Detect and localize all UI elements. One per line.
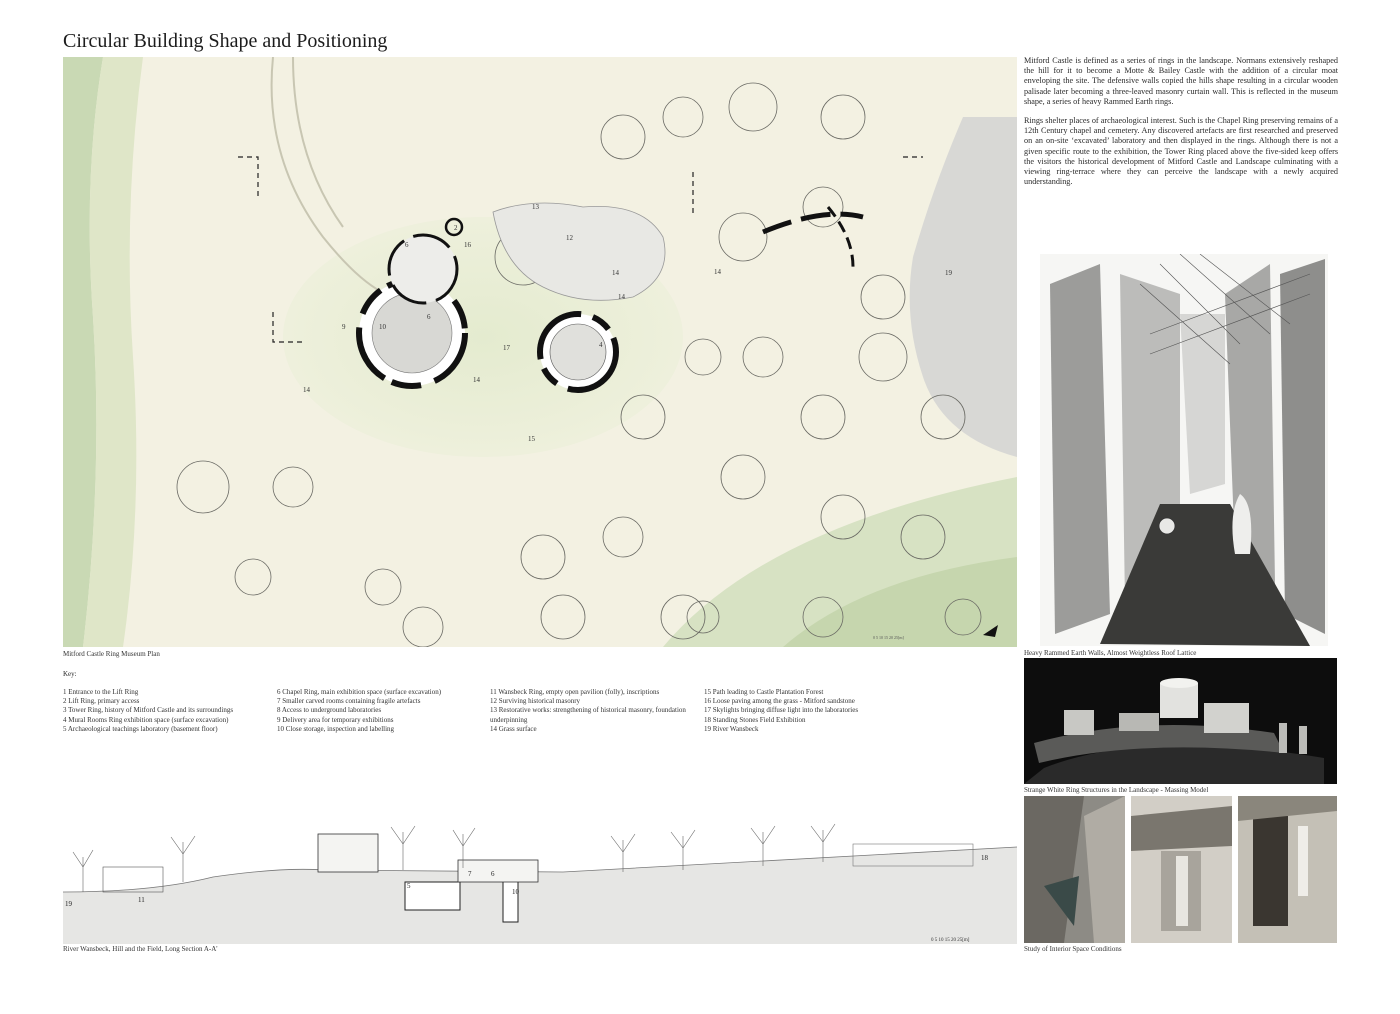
interior-study-1-image <box>1024 796 1125 943</box>
svg-text:18: 18 <box>981 854 988 862</box>
description <box>1024 56 1338 196</box>
key-item: 17 Skylights bringing diffuse light into the laboratories <box>704 706 859 715</box>
site-plan-drawing <box>63 57 1017 647</box>
river-wansbeck <box>910 117 1017 457</box>
key-column-4 <box>704 688 909 734</box>
key-item: 18 Standing Stones Field Exhibition <box>704 715 806 724</box>
svg-text:7: 7 <box>468 870 472 878</box>
massing-model-image <box>1024 658 1337 784</box>
long-section <box>63 822 1017 944</box>
description-paragraph-1: Mitford Castle is defined as a series of rings in the landscape. Normans extensively reshaped the hill for it to become a Motte & Bailey Castle with the addition of a circular moat enveloping the site. The defensive walls copied the hills shape resulting in a circular wooden palisade later becoming a three-leaved masonry curtain wall. This is reflected in the museum shape, a series of heavy Rammed Earth rings. <box>1024 56 1338 106</box>
key-item: 10 Close storage, inspection and labelling <box>277 724 395 733</box>
svg-text:5: 5 <box>407 882 411 890</box>
key-item: 12 Surviving historical masonry <box>490 697 581 706</box>
svg-text:13: 13 <box>532 203 539 211</box>
interior-study-2-image <box>1131 796 1232 943</box>
section-caption: River Wansbeck, Hill and the Field, Long Section A-A' <box>63 945 218 953</box>
svg-text:14: 14 <box>618 293 625 301</box>
svg-text:10: 10 <box>379 323 386 331</box>
key-column-3 <box>490 688 700 734</box>
svg-text:17: 17 <box>503 344 510 352</box>
svg-text:6: 6 <box>405 241 409 249</box>
section-scale: 0 5 10 15 20 25[m] <box>931 938 970 943</box>
page-title: Circular Building Shape and Positioning <box>63 30 388 52</box>
key-item: 15 Path leading to Castle Plantation Forest <box>704 688 824 696</box>
svg-text:11: 11 <box>138 896 145 904</box>
key-item: 11 Wansbeck Ring, empty open pavilion (folly), inscriptions <box>490 688 660 696</box>
interior-sketch-image <box>1040 254 1328 646</box>
svg-text:19: 19 <box>945 269 952 277</box>
model-caption: Strange White Ring Structures in the Landscape - Massing Model <box>1024 786 1209 794</box>
key-title: Key: <box>63 670 77 678</box>
svg-text:6: 6 <box>427 313 431 321</box>
svg-text:2: 2 <box>454 224 458 232</box>
key-item: 1 Entrance to the Lift Ring <box>63 688 139 696</box>
svg-text:12: 12 <box>566 234 573 242</box>
svg-text:9: 9 <box>342 323 346 331</box>
svg-text:15: 15 <box>528 435 535 443</box>
key-item: 19 River Wansbeck <box>704 724 759 733</box>
site-plan <box>63 57 1017 647</box>
section-drawing <box>63 822 1017 944</box>
svg-text:19: 19 <box>65 900 72 908</box>
svg-text:10: 10 <box>512 888 519 896</box>
key-item: 2 Lift Ring, primary access <box>63 697 140 706</box>
plan-caption: Mitford Castle Ring Museum Plan <box>63 650 160 658</box>
key-item: 5 Archaeological teachings laboratory (basement floor) <box>63 724 218 733</box>
sketch-caption: Heavy Rammed Earth Walls, Almost Weightless Roof Lattice <box>1024 649 1197 657</box>
key-item: 9 Delivery area for temporary exhibitions <box>277 715 394 724</box>
svg-text:6: 6 <box>491 870 495 878</box>
interior-caption: Study of Interior Space Conditions <box>1024 945 1122 953</box>
svg-text:14: 14 <box>303 386 310 394</box>
key-item: 6 Chapel Ring, main exhibition space (surface excavation) <box>277 688 442 696</box>
sketch-drawing <box>1040 254 1328 646</box>
key-column-1 <box>63 688 268 734</box>
key-column-2 <box>277 688 482 734</box>
svg-text:14: 14 <box>612 269 619 277</box>
key-item: 4 Mural Rooms Ring exhibition space (surface excavation) <box>63 715 229 724</box>
svg-text:14: 14 <box>714 268 721 276</box>
key-item: 7 Smaller carved rooms containing fragile artefacts <box>277 697 421 706</box>
plan-scale: 0 5 10 15 20 25[m] <box>873 635 904 640</box>
svg-text:4: 4 <box>599 341 603 349</box>
description-paragraph-2: Rings shelter places of archaeological interest. Such is the Chapel Ring preserving remains of a 12th Century chapel and cemetery. Any discovered artefacts are first researched and preserved on an on-site ‘excavated’ laboratory and then displayed in the rings. Although there is not a given specific route to the exhibition, the Tower Ring placed above the five-sided keep offers the visitors the historical development of Mitford Castle and Landscape culminating with a viewing ring-terrace where they can perceive the landscape with a newly acquired understanding. <box>1024 116 1338 187</box>
svg-text:16: 16 <box>464 241 471 249</box>
svg-text:14: 14 <box>473 376 480 384</box>
key-item: 14 Grass surface <box>490 724 537 733</box>
model-drawing <box>1024 658 1337 784</box>
key-item: 16 Loose paving among the grass - Mitford sandstone <box>704 697 855 706</box>
key-item: 3 Tower Ring, history of Mitford Castle and its surroundings <box>63 706 234 715</box>
key-item: 8 Access to underground laboratories <box>277 706 382 715</box>
key-item: 13 Restorative works: strengthening of historical masonry, foundation underpinning <box>490 706 686 724</box>
interior-study-3-image <box>1238 796 1337 943</box>
